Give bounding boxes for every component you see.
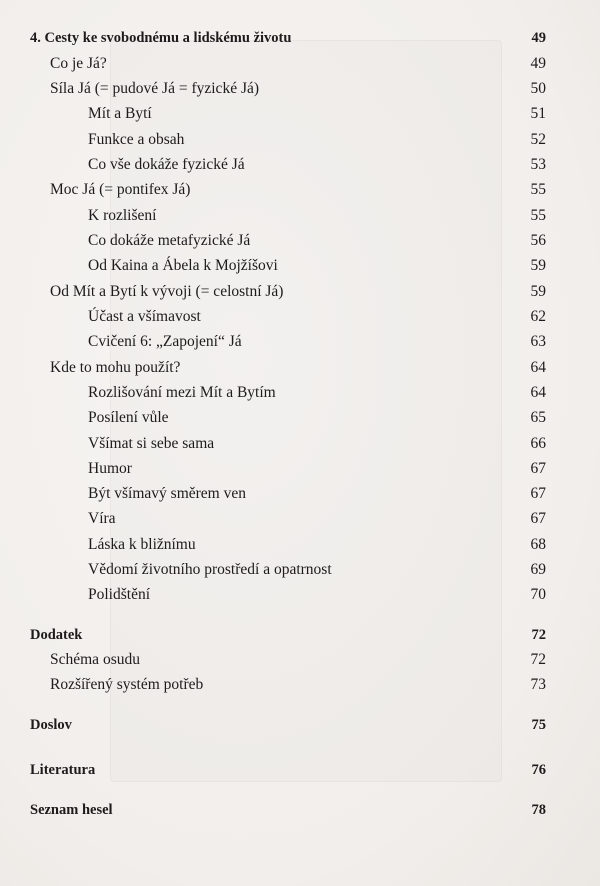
- toc-entry: [0, 558, 600, 582]
- toc-entry-page-number: 75: [531, 717, 546, 733]
- toc-entry-title: Od Mít a Bytí k vývoji (= celostní Já): [50, 283, 284, 300]
- toc-entry-page-number: 66: [530, 435, 546, 452]
- toc-entry-title: Všímat si sebe sama: [88, 435, 215, 452]
- toc-entry-page-number: 72: [531, 627, 546, 643]
- toc-entry-page-number: 72: [530, 651, 546, 668]
- toc-entry: [0, 280, 600, 304]
- toc-entry-title: Co dokáže metafyzické Já: [88, 232, 251, 249]
- toc-entry-page-number: 59: [530, 257, 546, 274]
- toc-entry-page-number: 49: [530, 55, 546, 72]
- toc-entry-title: Být všímavý směrem ven: [88, 485, 246, 502]
- toc-entry-title: Doslov: [30, 717, 72, 733]
- toc-entry-page-number: 68: [530, 536, 546, 553]
- toc-entry-page-number: 53: [530, 156, 546, 173]
- toc-entry-page-number: 59: [530, 283, 546, 300]
- toc-entry-page-number: 52: [530, 131, 546, 148]
- toc-entry-page-number: 64: [530, 359, 546, 376]
- toc-entry-title: Humor: [88, 460, 132, 477]
- toc-entry: [0, 330, 600, 354]
- toc-entry-page-number: 63: [530, 333, 546, 350]
- toc-entry-title: Od Kaina a Ábela k Mojžíšovi: [88, 257, 278, 274]
- toc-entry: [0, 128, 600, 152]
- toc-entry: [0, 102, 600, 126]
- toc-entry-page-number: 69: [530, 561, 546, 578]
- toc-entry: [0, 457, 600, 481]
- toc-entry: [0, 482, 600, 506]
- toc-entry-page-number: 62: [530, 308, 546, 325]
- toc-entry-title: Moc Já (= pontifex Já): [50, 181, 191, 198]
- toc-entry-title: Vědomí životního prostředí a opatrnost: [88, 561, 332, 578]
- toc-entry: [0, 229, 600, 253]
- toc-entry: [0, 406, 600, 430]
- toc-entry-page-number: 55: [530, 181, 546, 198]
- toc-entry-title: 4. Cesty ke svobodnému a lidskému životu: [30, 30, 292, 46]
- toc-entry-title: Kde to mohu použít?: [50, 359, 181, 376]
- toc-entry: [0, 673, 600, 697]
- toc-entry-page-number: 67: [530, 485, 546, 502]
- toc-entry-title: Dodatek: [30, 627, 83, 643]
- toc-entry-title: Cvičení 6: „Zapojení“ Já: [88, 333, 242, 350]
- toc-entry: [0, 204, 600, 228]
- toc-entry: [0, 178, 600, 202]
- toc-entry: [0, 381, 600, 405]
- toc-entry-title: Funkce a obsah: [88, 131, 185, 148]
- toc-entry-page-number: 78: [531, 802, 546, 818]
- toc-entry-title: K rozlišení: [88, 207, 157, 224]
- toc-entry-title: Schéma osudu: [50, 651, 140, 668]
- toc-entry-page-number: 49: [531, 30, 546, 46]
- toc-entry-title: Víra: [88, 510, 116, 527]
- toc-entry: [0, 583, 600, 607]
- toc-entry-title: Seznam hesel: [30, 802, 113, 818]
- toc-entry: [0, 533, 600, 557]
- toc-entry: [0, 254, 600, 278]
- toc-entry-title: Účast a všímavost: [88, 308, 201, 325]
- toc-entry-page-number: 56: [530, 232, 546, 249]
- toc-chapter-entry: [0, 26, 600, 50]
- toc-entry-page-number: 65: [530, 409, 546, 426]
- toc-entry-title: Síla Já (= pudové Já = fyzické Já): [50, 80, 260, 97]
- toc-entry: [0, 52, 600, 76]
- toc-entry-page-number: 67: [530, 460, 546, 477]
- toc-entry: [0, 648, 600, 672]
- toc-entry: [0, 356, 600, 380]
- toc-entry-title: Láska k bližnímu: [88, 536, 196, 553]
- toc-chapter-entry: [0, 798, 600, 822]
- toc-entry-page-number: 55: [530, 207, 546, 224]
- toc-entry-page-number: 67: [530, 510, 546, 527]
- toc-entry-page-number: 50: [530, 80, 546, 97]
- toc-chapter-entry: [0, 623, 600, 647]
- toc-entry-page-number: 51: [530, 105, 546, 122]
- toc-entry: [0, 153, 600, 177]
- toc-entry: [0, 432, 600, 456]
- toc-chapter-entry: [0, 713, 600, 737]
- toc-entry-page-number: 73: [530, 676, 546, 693]
- toc-entry: [0, 77, 600, 101]
- toc-entry-title: Co vše dokáže fyzické Já: [88, 156, 245, 173]
- toc-chapter-entry: [0, 758, 600, 782]
- toc-entry: [0, 507, 600, 531]
- toc-entry-title: Rozlišování mezi Mít a Bytím: [88, 384, 276, 401]
- toc-entry-page-number: 76: [531, 762, 546, 778]
- toc-entry-title: Mít a Bytí: [88, 105, 152, 122]
- toc-entry-title: Polidštění: [88, 586, 151, 603]
- toc-entry-title: Literatura: [30, 762, 96, 778]
- toc-entry-title: Co je Já?: [50, 55, 107, 72]
- toc-entry-title: Posílení vůle: [88, 409, 169, 426]
- toc-entry-page-number: 64: [530, 384, 546, 401]
- toc-entry-title: Rozšířený systém potřeb: [50, 676, 204, 693]
- toc-entry-page-number: 70: [530, 586, 546, 603]
- toc-entry: [0, 305, 600, 329]
